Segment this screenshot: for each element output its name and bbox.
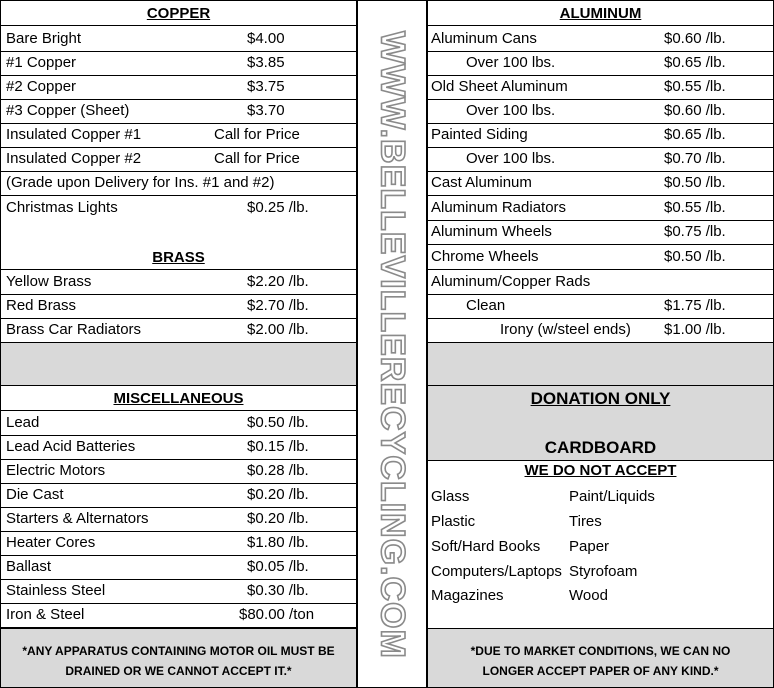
not-accept-item: Tires: [569, 513, 602, 530]
brass-title: BRASS: [152, 249, 205, 266]
not-accept-item: Paint/Liquids: [569, 488, 655, 505]
not-accept-item: Plastic: [431, 513, 476, 530]
website-url: WWW.BELLEVILLERECYCLING.COM: [373, 31, 412, 659]
list-item: #2 Copper $3.75: [1, 75, 356, 100]
list-item: Lead $0.50 /lb.: [1, 411, 356, 436]
list-item: Clean $1.75 /lb.: [428, 294, 773, 319]
misc-title: MISCELLANEOUS: [113, 390, 244, 407]
list-item: Stainless Steel $0.30 /lb.: [1, 579, 356, 604]
list-item: Aluminum Radiators $0.55 /lb.: [428, 196, 773, 221]
list-item: Iron & Steel $80.00 /ton: [1, 603, 356, 628]
list-item: Old Sheet Aluminum $0.55 /lb.: [428, 75, 773, 100]
copper-note: (Grade upon Delivery for Ins. #1 and #2): [1, 171, 356, 196]
not-accept-item: Glass: [431, 488, 470, 505]
gray-band-left: [1, 342, 356, 386]
copper-title-rule: [1, 1, 356, 26]
copper-title: COPPER: [146, 5, 211, 22]
paper-footnote: *DUE TO MARKET CONDITIONS, WE CAN NO LONGER ACCEPT PAPER OF ANY KIND.*: [470, 644, 731, 678]
motor-oil-footnote: *ANY APPARATUS CONTAINING MOTOR OIL MUST BE DRAINED OR WE CANNOT ACCEPT IT.*: [22, 644, 335, 678]
list-item: Aluminum Cans $0.60 /lb.: [428, 27, 773, 52]
list-item: #1 Copper $3.85: [1, 51, 356, 76]
list-item: Christmas Lights $0.25 /lb.: [6, 199, 309, 216]
donation-title: DONATION ONLY: [530, 389, 671, 408]
list-item: Over 100 lbs. $0.60 /lb.: [428, 99, 773, 124]
list-item: Cast Aluminum $0.50 /lb.: [428, 171, 773, 196]
not-accept-title: WE DO NOT ACCEPT: [524, 462, 677, 479]
list-item: Lead Acid Batteries $0.15 /lb.: [1, 435, 356, 460]
list-item: Heater Cores $1.80 /lb.: [1, 531, 356, 556]
list-item: Aluminum Wheels $0.75 /lb.: [428, 220, 773, 245]
list-item: Painted Siding $0.65 /lb.: [428, 123, 773, 148]
list-item: Over 100 lbs. $0.70 /lb.: [428, 147, 773, 172]
list-item: Yellow Brass $2.20 /lb.: [1, 270, 356, 295]
aluminum-title: ALUMINUM: [559, 5, 642, 22]
list-item: Irony (w/steel ends) $1.00 /lb.: [500, 321, 726, 338]
list-item: Insulated Copper #2 Call for Price: [1, 147, 356, 172]
list-item: Bare Bright $4.00: [1, 27, 356, 52]
not-accept-item: Paper: [569, 538, 610, 555]
not-accept-item: Styrofoam: [569, 563, 638, 580]
not-accept-item: Computers/Laptops: [431, 563, 562, 580]
gray-band-right: [428, 342, 773, 386]
not-accept-item: Soft/Hard Books: [431, 538, 541, 555]
list-item: Red Brass $2.70 /lb.: [1, 294, 356, 319]
list-item: Ballast $0.05 /lb.: [1, 555, 356, 580]
not-accept-item: Wood: [569, 587, 608, 604]
list-item: Starters & Alternators $0.20 /lb.: [1, 507, 356, 532]
list-item: Brass Car Radiators $2.00 /lb.: [6, 321, 309, 338]
list-item: Chrome Wheels $0.50 /lb.: [428, 245, 773, 270]
cardboard-label: CARDBOARD: [544, 438, 657, 457]
left-column: [1, 1, 356, 686]
list-item: Aluminum/Copper Rads: [428, 270, 773, 295]
list-item: #3 Copper (Sheet) $3.70: [1, 99, 356, 124]
divider-left: [356, 0, 358, 688]
list-item: Electric Motors $0.28 /lb.: [1, 459, 356, 484]
list-item: Insulated Copper #1 Call for Price: [1, 123, 356, 148]
not-accept-item: Magazines: [431, 587, 504, 604]
list-item: Over 100 lbs. $0.65 /lb.: [428, 51, 773, 76]
list-item: Die Cast $0.20 /lb.: [1, 483, 356, 508]
